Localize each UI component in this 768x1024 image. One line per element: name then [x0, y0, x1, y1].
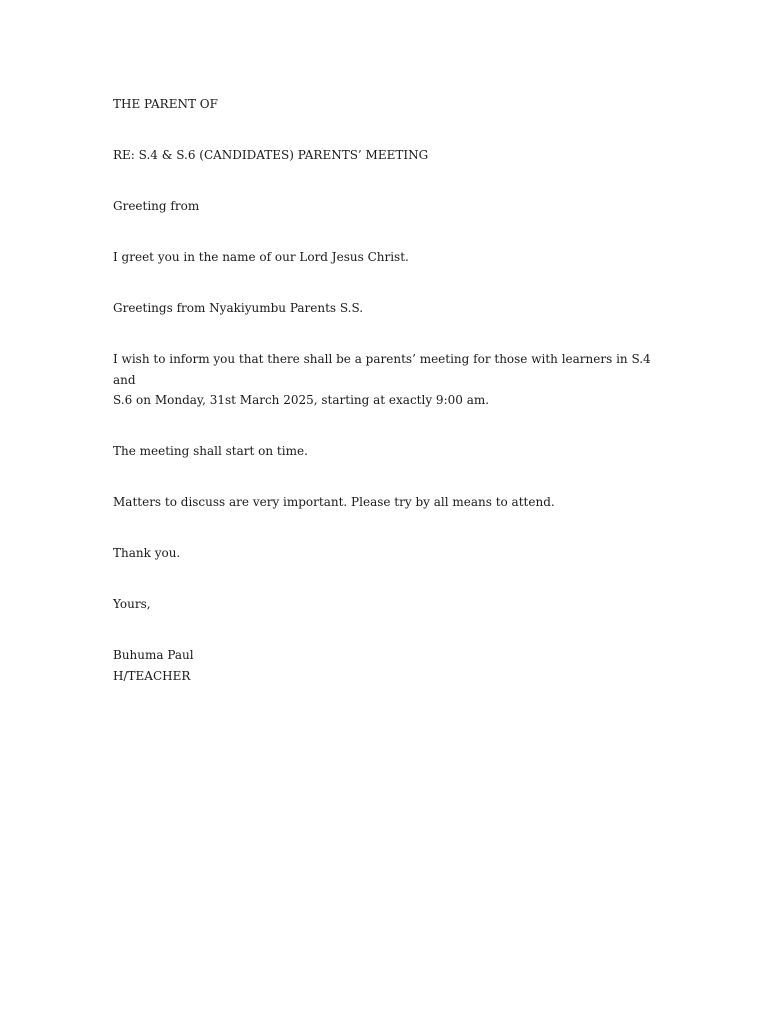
blessing-paragraph: I greet you in the name of our Lord Jesus Christ. — [113, 250, 409, 264]
greeting-line: Greeting from — [113, 199, 200, 213]
school-greetings-paragraph: Greetings from Nyakiyumbu Parents S.S. — [113, 301, 364, 315]
on-time-paragraph: The meeting shall start on time. — [113, 444, 308, 458]
addressee-line: THE PARENT OF — [113, 97, 218, 111]
signatory-name: Buhuma Paul — [113, 648, 194, 662]
closing-line: Yours, — [113, 597, 151, 611]
importance-paragraph: Matters to discuss are very important. Please try by all means to attend. — [113, 495, 555, 509]
subject-line: RE: S.4 & S.6 (CANDIDATES) PARENTS’ MEETING — [113, 148, 429, 162]
meeting-notice-line-1: I wish to inform you that there shall be a parents’ meeting for those with learners in S.4 and — [113, 352, 651, 387]
letter-body — [113, 94, 658, 686]
signatory-title: H/TEACHER — [113, 668, 191, 683]
meeting-notice-line-2: S.6 on Monday, 31st March 2025, starting at exactly 9:00 am. — [113, 393, 490, 407]
meeting-notice-paragraph — [113, 349, 658, 411]
thanks-paragraph: Thank you. — [113, 546, 181, 560]
